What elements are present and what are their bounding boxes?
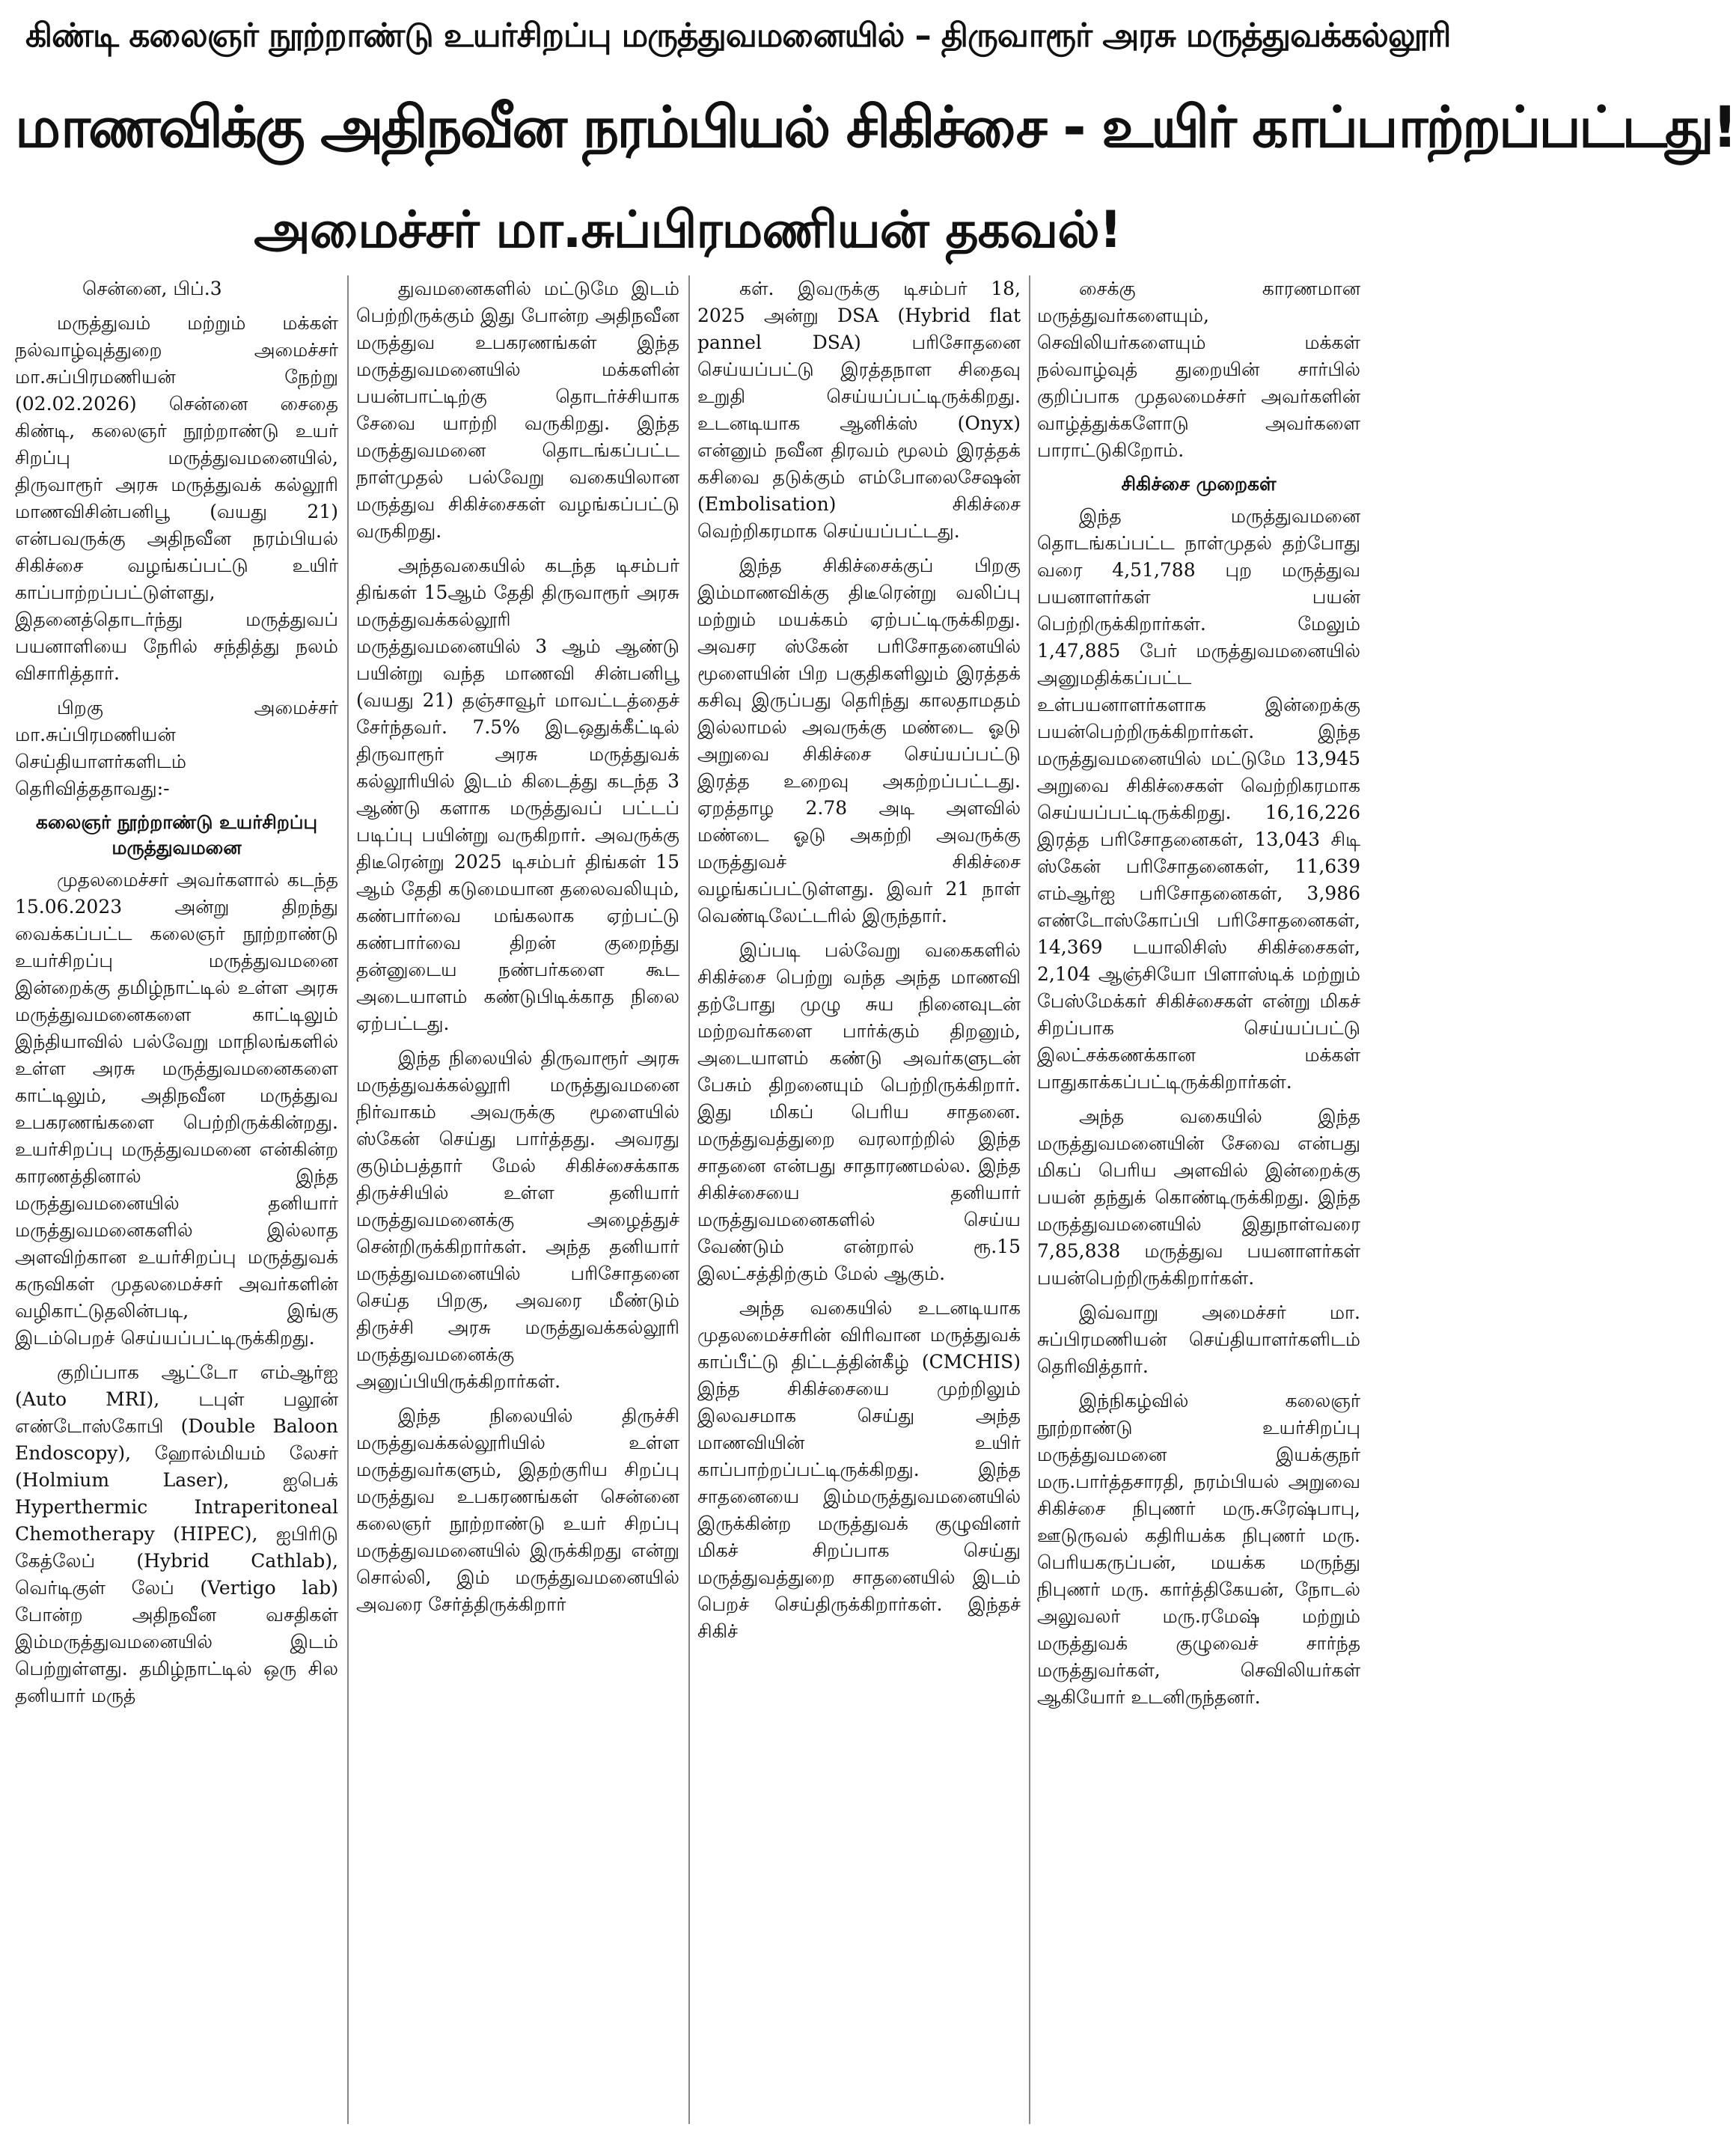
paragraph: இந்த நிலையில் திருச்சி மருத்துவக்கல்லூரியில் உள்ள மருத்துவர்களும், இதற்குரிய சிறப்பு மருத்துவ உபகரணங்கள் சென்னை கலைஞர் நூற்றாண்டு உயர் சிறப்பு மருத்துவமனையில் இருக்கிறது என்று சொல்லி, இம் மருத்துவமனையில் அவரை சேர்த்திருக்கிறார் (356, 1405, 679, 1615)
paragraph: இவ்வாறு அமைச்சர் மா. சுப்பிரமணியன் செய்தியாளர்களிடம் தெரிவித்தார். (1037, 1302, 1360, 1377)
headline: மாணவிக்கு அதிநவீன நரம்பியல் சிகிச்சை - உயிர் காப்பாற்றப்பட்டது! (15, 94, 1736, 160)
paragraph: கள். இவருக்கு டிசம்பர் 18, 2025 அன்று DSA (Hybrid flat pannel DSA) பரிசோதனை செய்யப்பட்டு இரத்தநாள சிதைவு உறுதி செய்யப்பட்டிருக்கிறது. உடனடியாக ஆனிக்ஸ் (Onyx) என்னும் நவீன திரவம் மூலம் இரத்தக் கசிவை தடுக்கும் எம்போலைசேஷன் (Embolisation) சிகிச்சை வெற்றிகரமாக செய்யப்பட்டது. (697, 278, 1021, 542)
section-subheading: கலைஞர் நூற்றாண்டு உயர்சிறப்பு மருத்துவமனை (35, 811, 318, 858)
paragraph: முதலமைச்சர் அவர்களால் கடந்த 15.06.2023 அன்று திறந்து வைக்கப்பட்ட கலைஞர் நூற்றாண்டு உயர்சிறப்பு மருத்துவமனை இன்றைக்கு தமிழ்நாட்டில் உள்ள அரசு மருத்துவமனைகளை காட்டிலும் இந்தியாவில் பல்வேறு மாநிலங்களில் உள்ள அரசு மருத்துவமனைகளை காட்டிலும், அதிநவீன மருத்துவ உபகரணங்களை பெற்றிருக்கின்றது. உயர்சிறப்பு மருத்துவமனை என்கின்ற காரணத்தினால் இந்த மருத்துவமனையில் தனியார் மருத்துவமனைகளில் இல்லாத அளவிற்கான உயர்சிறப்பு மருத்துவக் கருவிகள் முதலமைச்சர் அவர்களின் வழிகாட்டுதலின்படி, இங்கு இடம்பெறச் செய்யப்பட்டிருக்கிறது. (15, 869, 338, 1349)
article-column-3 (697, 275, 1021, 2124)
column-divider (1029, 275, 1030, 2124)
column-divider (347, 275, 349, 2124)
column-divider (688, 275, 690, 2124)
subheadline: அமைச்சர் மா.சுப்பிரமணியன் தகவல்! (254, 201, 1122, 260)
dateline: சென்னை, பிப்.3 (82, 278, 222, 299)
paragraph: இந்நிகழ்வில் கலைஞர் நூற்றாண்டு உயர்சிறப்பு மருத்துவமனை இயக்குநர் மரு.பார்த்தசாரதி, நரம்பியல் அறுவை சிகிச்சை நிபுணர் மரு.சுரேஷ்பாபு, ஊடுருவல் கதிரியக்க நிபுணர் மரு. பெரியகருப்பன், மயக்க மருந்து நிபுணர் மரு. கார்த்திகேயன், நோடல் அலுவலர் மரு.ரமேஷ் மற்றும் மருத்துவக் குழுவைச் சார்ந்த மருத்துவர்கள், செவிலியர்கள் ஆகியோர் உடனிருந்தனர். (1037, 1390, 1360, 1708)
paragraph: இந்த சிகிச்சைக்குப் பிறகு இம்மாணவிக்கு திடீரென்று வலிப்பு மற்றும் மயக்கம் ஏற்பட்டிருக்கிறது. அவசர ஸ்கேன் பரிசோதனையில் மூளையின் பிற பகுதிகளிலும் இரத்தக் கசிவு இருப்பது தெரிந்து காலதாமதம் இல்லாமல் அவருக்கு மண்டை ஓடு அறுவை சிகிச்சை செய்யப்பட்டு இரத்த உறைவு அகற்றப்பட்டது. ஏறத்தாழ 2.78 அடி அளவில் மண்டை ஓடு அகற்றி அவருக்கு மருத்துவச் சிகிச்சை வழங்கப்பட்டுள்ளது. இவர் 21 நாள் வெண்டிலேட்டரில் இருந்தார். (697, 555, 1021, 927)
paragraph: குறிப்பாக ஆட்டோ எம்ஆர்ஐ (Auto MRI), டபுள் பலூன் எண்டோஸ்கோபி (Double Baloon Endoscopy), ஹோல்மியம் லேசர் (Holmium Laser), ஐபெக் Hyperthermic Intraperitoneal Chemotherapy (HIPEC), ஐபிரிடு கேத்லேப் (Hybrid Cathlab), வெர்டிகுள் லேப் (Vertigo lab) போன்ற அதிநவீன வசதிகள் இம்மருத்துவமனையில் இடம் பெற்றுள்ளது. தமிழ்நாட்டில் ஒரு சில தனியார் மருத் (15, 1361, 338, 1706)
paragraph: சைக்கு காரணமான மருத்துவர்களையும், செவிலியர்களையும் மக்கள் நல்வாழ்வுத் துறையின் சார்பில் குறிப்பாக முதலமைச்சர் அவர்களின் வாழ்த்துக்களோடு அவர்களை பாராட்டுகிறோம். (1037, 278, 1360, 461)
paragraph: அந்த வகையில் இந்த மருத்துவமனையின் சேவை என்பது மிகப் பெரிய அளவில் இன்றைக்கு பயன் தந்துக் கொண்டிருக்கிறது. இந்த மருத்துவமனையில் இதுநாள்வரை 7,85,838 மருத்துவ பயனாளர்கள் பயன்பெற்றிருக்கிறார்கள். (1037, 1105, 1360, 1289)
paragraph: அந்தவகையில் கடந்த டிசம்பர் திங்கள் 15ஆம் தேதி திருவாரூர் அரசு மருத்துவக்கல்லூரி மருத்துவமனையில் 3 ஆம் ஆண்டு பயின்று வந்த மாணவி சின்பனிபூ (வயது 21) தஞ்சாவூர் மாவட்டத்தைச் சேர்ந்தவர். 7.5% இடஒதுக்கீட்டில் திருவாரூர் அரசு மருத்துவக் கல்லூரியில் இடம் கிடைத்து கடந்த 3 ஆண்டு களாக மருத்துவப் பட்டப் படிப்பு பயின்று வருகிறார். அவருக்கு திடீரென்று 2025 டிசம்பர் திங்கள் 15 ஆம் தேதி கடுமையான தலைவலியும், கண்பார்வை மங்கலாக ஏற்பட்டு கண்பார்வை திறன் குறைந்து தன்னுடைய நண்பர்களை கூட அடையாளம் கண்டுபிடிக்காத நிலை ஏற்பட்டது. (356, 555, 679, 1034)
paragraph: பிறகு அமைச்சர் மா.சுப்பிரமணியன் செய்தியாளர்களிடம் தெரிவித்ததாவது:- (15, 697, 338, 799)
article-body (15, 275, 1360, 2124)
section-subheading: சிகிச்சை முறைகள் (1121, 473, 1277, 495)
paragraph: இந்த நிலையில் திருவாரூர் அரசு மருத்துவக்கல்லூரி மருத்துவமனை நிர்வாகம் அவருக்கு மூளையில் ஸ்கேன் செய்து பார்த்தது. அவரது குடும்பத்தார் மேல் சிகிச்சைக்காக திருச்சியில் உள்ள தனியார் மருத்துவமனைக்கு அழைத்துச் சென்றிருக்கிறார்கள். அந்த தனியார் மருத்துவமனையில் பரிசோதனை செய்த பிறகு, அவரை மீண்டும் திருச்சி அரசு மருத்துவக்கல்லூரி மருத்துவமனைக்கு அனுப்பியிருக்கிறார்கள். (356, 1047, 679, 1392)
article-column-4 (1037, 275, 1360, 2124)
paragraph: அந்த வகையில் உடனடியாக முதலமைச்சரின் விரிவான மருத்துவக் காப்பீட்டு திட்டத்தின்கீழ் (CMCHIS) இந்த சிகிச்சையை முற்றிலும் இலவசமாக செய்து அந்த மாணவியின் உயிர் காப்பாற்றப்பட்டிருக்கிறது. இந்த சாதனையை இம்மருத்துவமனையில் இருக்கின்ற மருத்துவக் குழுவினர் மிகச் சிறப்பாக செய்து மருத்துவத்துறை சாதனையில் இடம் பெறச் செய்திருக்கிறார்கள். இந்தச் சிகிச் (697, 1297, 1021, 1642)
article-column-1 (15, 275, 338, 2124)
paragraph: மருத்துவம் மற்றும் மக்கள் நல்வாழ்வுத்துறை அமைச்சர் மா.சுப்பிரமணியன் நேற்று (02.02.2026) சென்னை சைதை கிண்டி, கலைஞர் நூற்றாண்டு உயர் சிறப்பு மருத்துவமனையில், திருவாரூர் அரசு மருத்துவக் கல்லூரி மாணவிசின்பனிபூ (வயது 21) என்பவருக்கு அதிநவீன நரம்பியல் சிகிச்சை வழங்கப்பட்டு உயிர் காப்பாற்றப்பட்டுள்ளது, இதனைத்தொடர்ந்து மருத்துவப் பயனாளியை நேரில் சந்தித்து நலம் விசாரித்தார். (15, 312, 338, 684)
paragraph: துவமனைகளில் மட்டுமே இடம் பெற்றிருக்கும் இது போன்ற அதிநவீன மருத்துவ உபகரணங்கள் இந்த மருத்துவமனையில் மக்களின் பயன்பாட்டிற்கு தொடர்ச்சியாக சேவை யாற்றி வருகிறது. இந்த மருத்துவமனை தொடங்கப்பட்ட நாள்முதல் பல்வேறு வகையிலான மருத்துவ சிகிச்சைகள் வழங்கப்பட்டு வருகிறது. (356, 278, 679, 542)
paragraph: இந்த மருத்துவமனை தொடங்கப்பட்ட நாள்முதல் தற்போது வரை 4,51,788 புற மருத்துவ பயனாளர்கள் பயன் பெற்றிருக்கிறார்கள். மேலும் 1,47,885 பேர் மருத்துவமனையில் அனுமதிக்கப்பட்ட உள்பயனாளர்களாக இன்றைக்கு பயன்பெற்றிருக்கிறார்கள். இந்த மருத்துவமனையில் மட்டுமே 13,945 அறுவை சிகிச்சைகள் வெற்றிகரமாக செய்யப்பட்டிருக்கிறது. 16,16,226 இரத்த பரிசோதனைகள், 13,043 சிடி ஸ்கேன் பரிசோதனைகள், 11,639 எம்ஆர்ஐ பரிசோதனைகள், 3,986 எண்டோஸ்கோப்பி பரிசோதனைகள், 14,369 டயாலிசிஸ் சிகிச்சைகள், 2,104 ஆஞ்சியோ பிளாஸ்டிக் மற்றும் பேஸ்மேக்கர் சிகிச்சைகள் என்று மிகச் சிறப்பாக செய்யப்பட்டு இலட்சக்கணக்கான மக்கள் பாதுகாக்கப்பட்டிருக்கிறார்கள். (1037, 505, 1360, 1093)
paragraph: இப்படி பல்வேறு வகைகளில் சிகிச்சை பெற்று வந்த அந்த மாணவி தற்போது முழு சுய நினைவுடன் மற்றவர்களை பார்க்கும் திறனும், அடையாளம் கண்டு அவர்களுடன் பேசும் திறனையும் பெற்றிருக்கிறார். இது மிகப் பெரிய சாதனை. மருத்துவத்துறை வரலாற்றில் இந்த சாதனை என்பது சாதாரணமல்ல. இந்த சிகிச்சையை தனியார் மருத்துவமனைகளில் செய்ய வேண்டும் என்றால் ரூ.15 இலட்சத்திற்கும் மேல் ஆகும். (697, 939, 1021, 1284)
kicker-line: கிண்டி கலைஞர் நூற்றாண்டு உயர்சிறப்பு மருத்துவமனையில் – திருவாரூர் அரசு மருத்துவக்கல்லூரி (25, 16, 1451, 55)
article-column-2 (356, 275, 679, 2124)
